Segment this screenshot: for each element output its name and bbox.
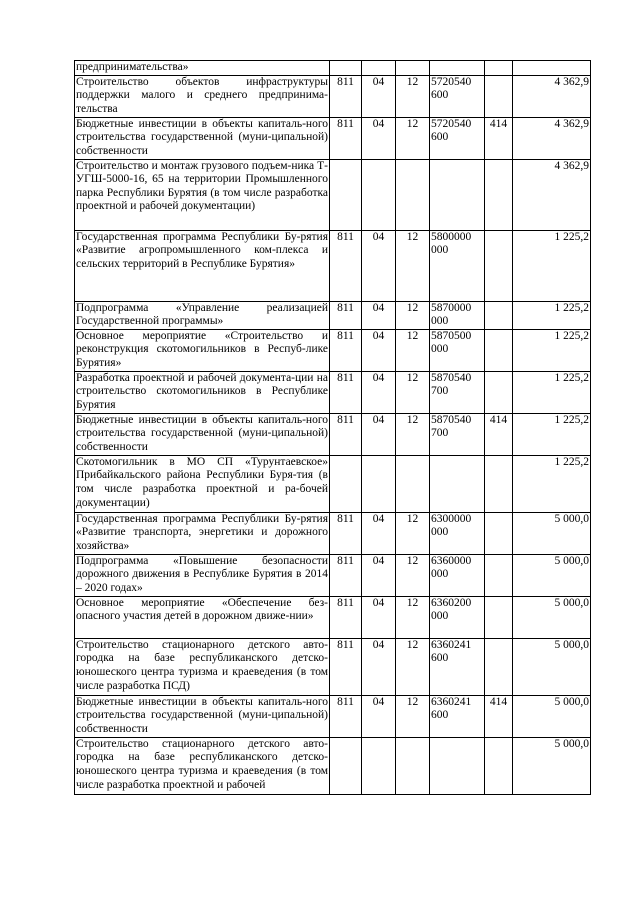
row-name: Строительство и монтаж грузового подъем-ника Т-УГШ-5000-16, 65 на территории Промышленного парка Республики Бурятия (в том числе разработка проектной и рабочей документации) — [75, 159, 330, 230]
row-pr: 12 — [396, 371, 430, 413]
table-row — [75, 371, 591, 413]
table-row — [75, 61, 591, 76]
row-pr — [396, 159, 430, 230]
row-pr: 12 — [396, 117, 430, 159]
row-rz — [362, 455, 396, 512]
table-row — [75, 638, 591, 695]
row-amount: 5 000,0 — [513, 737, 591, 794]
row-amount: 4 362,9 — [513, 117, 591, 159]
table-row — [75, 230, 591, 301]
row-name: Строительство стационарного детского авто-городка на базе республиканского детско-юношеского центра туризма и краеведения (в том числе разработка проектной и рабочей — [75, 737, 330, 794]
row-csr: 6360241 600 — [430, 695, 485, 737]
row-grbs: 811 — [330, 638, 362, 695]
row-grbs — [330, 159, 362, 230]
row-grbs: 811 — [330, 329, 362, 371]
row-pr: 12 — [396, 329, 430, 371]
table-row — [75, 512, 591, 554]
row-vr — [485, 301, 513, 329]
row-pr — [396, 737, 430, 794]
row-csr: 5870540 700 — [430, 371, 485, 413]
row-grbs — [330, 737, 362, 794]
row-name: Строительство объектов инфраструктуры поддержки малого и среднего предпринима-тельства — [75, 75, 330, 117]
row-rz: 04 — [362, 371, 396, 413]
row-grbs: 811 — [330, 117, 362, 159]
row-grbs: 811 — [330, 512, 362, 554]
table-row — [75, 596, 591, 638]
row-vr — [485, 455, 513, 512]
row-rz — [362, 159, 396, 230]
row-amount: 5 000,0 — [513, 695, 591, 737]
row-rz — [362, 737, 396, 794]
row-csr: 5720540 600 — [430, 75, 485, 117]
row-vr: 414 — [485, 695, 513, 737]
row-pr: 12 — [396, 638, 430, 695]
row-pr: 12 — [396, 301, 430, 329]
row-name: Государственная программа Республики Бу-рятия «Развитие агропромышленного ком-плекса и сельских территорий в Республике Бурятия» — [75, 230, 330, 301]
row-csr: 6300000 000 — [430, 512, 485, 554]
row-rz: 04 — [362, 329, 396, 371]
row-amount: 5 000,0 — [513, 512, 591, 554]
table-row — [75, 413, 591, 455]
row-grbs: 811 — [330, 230, 362, 301]
row-name: Строительство стационарного детского авто-городка на базе республиканского детско-юношеского центра туризма и краеведения (в том числе разработка ПСД) — [75, 638, 330, 695]
row-name: Подпрограмма «Управление реализацией Государственной программы» — [75, 301, 330, 329]
row-csr: 5870000 000 — [430, 301, 485, 329]
row-vr — [485, 329, 513, 371]
table-row — [75, 75, 591, 117]
row-vr: 414 — [485, 117, 513, 159]
row-csr: 6360200 000 — [430, 596, 485, 638]
table-row — [75, 554, 591, 596]
row-vr — [485, 737, 513, 794]
row-vr — [485, 61, 513, 76]
row-name: Подпрограмма «Повышение безопасности дорожного движения в Республике Бурятия в 2014 – 2020 годах» — [75, 554, 330, 596]
row-grbs: 811 — [330, 75, 362, 117]
budget-table — [74, 60, 591, 795]
row-csr: 5720540 600 — [430, 117, 485, 159]
row-vr — [485, 638, 513, 695]
row-grbs — [330, 455, 362, 512]
row-pr: 12 — [396, 695, 430, 737]
row-amount: 4 362,9 — [513, 159, 591, 230]
row-rz: 04 — [362, 695, 396, 737]
row-amount: 1 225,2 — [513, 230, 591, 301]
table-row — [75, 159, 591, 230]
row-amount: 1 225,2 — [513, 455, 591, 512]
row-grbs: 811 — [330, 301, 362, 329]
row-vr — [485, 75, 513, 117]
row-csr — [430, 737, 485, 794]
row-rz: 04 — [362, 75, 396, 117]
row-name: Разработка проектной и рабочей документа-ции на строительство скотомогильников в Республике Бурятия — [75, 371, 330, 413]
row-csr — [430, 455, 485, 512]
row-rz — [362, 61, 396, 76]
row-name: Бюджетные инвестиции в объекты капиталь-ного строительства государственной (муни-ципальной) собственности — [75, 413, 330, 455]
row-csr: 5870540 700 — [430, 413, 485, 455]
row-amount: 4 362,9 — [513, 75, 591, 117]
row-rz: 04 — [362, 554, 396, 596]
row-name: Бюджетные инвестиции в объекты капиталь-ного строительства государственной (муни-ципальной) собственности — [75, 695, 330, 737]
row-grbs: 811 — [330, 695, 362, 737]
row-grbs: 811 — [330, 413, 362, 455]
row-vr — [485, 596, 513, 638]
row-csr — [430, 159, 485, 230]
row-csr: 5800000 000 — [430, 230, 485, 301]
table-row — [75, 117, 591, 159]
row-pr: 12 — [396, 554, 430, 596]
row-name: Скотомогильник в МО СП «Турунтаевское» Прибайкальского района Республики Буря-тия (в том числе разработка проектной и ра-бочей документации) — [75, 455, 330, 512]
row-csr: 5870500 000 — [430, 329, 485, 371]
table-row — [75, 329, 591, 371]
row-rz: 04 — [362, 638, 396, 695]
row-name: предпринимательства» — [75, 61, 330, 76]
table-row — [75, 737, 591, 794]
row-name: Бюджетные инвестиции в объекты капиталь-ного строительства государственной (муни-ципальной) собственности — [75, 117, 330, 159]
row-amount: 1 225,2 — [513, 413, 591, 455]
row-name: Государственная программа Республики Бу-рятия «Развитие транспорта, энергетики и дорожного хозяйства» — [75, 512, 330, 554]
row-pr: 12 — [396, 230, 430, 301]
row-name: Основное мероприятие «Обеспечение без-опасного участия детей в дорожном движе-нии» — [75, 596, 330, 638]
row-amount — [513, 61, 591, 76]
row-pr: 12 — [396, 596, 430, 638]
row-grbs: 811 — [330, 371, 362, 413]
row-grbs: 811 — [330, 596, 362, 638]
row-pr: 12 — [396, 75, 430, 117]
row-vr — [485, 512, 513, 554]
row-csr — [430, 61, 485, 76]
row-amount: 5 000,0 — [513, 596, 591, 638]
row-amount: 1 225,2 — [513, 301, 591, 329]
row-amount: 5 000,0 — [513, 638, 591, 695]
table-row — [75, 301, 591, 329]
row-csr: 6360000 000 — [430, 554, 485, 596]
row-rz: 04 — [362, 596, 396, 638]
table-row — [75, 695, 591, 737]
row-amount: 5 000,0 — [513, 554, 591, 596]
row-rz: 04 — [362, 512, 396, 554]
row-amount: 1 225,2 — [513, 329, 591, 371]
row-vr — [485, 554, 513, 596]
row-rz: 04 — [362, 230, 396, 301]
row-csr: 6360241 600 — [430, 638, 485, 695]
row-vr: 414 — [485, 413, 513, 455]
row-grbs: 811 — [330, 554, 362, 596]
row-pr: 12 — [396, 413, 430, 455]
row-pr — [396, 455, 430, 512]
row-rz: 04 — [362, 413, 396, 455]
budget-table-body — [75, 61, 591, 795]
table-row — [75, 455, 591, 512]
row-rz: 04 — [362, 117, 396, 159]
row-pr — [396, 61, 430, 76]
row-vr — [485, 159, 513, 230]
row-pr: 12 — [396, 512, 430, 554]
row-vr — [485, 371, 513, 413]
row-grbs — [330, 61, 362, 76]
row-vr — [485, 230, 513, 301]
row-amount: 1 225,2 — [513, 371, 591, 413]
row-name: Основное мероприятие «Строительство и реконструкция скотомогильников в Респуб-лике Бурятия» — [75, 329, 330, 371]
row-rz: 04 — [362, 301, 396, 329]
